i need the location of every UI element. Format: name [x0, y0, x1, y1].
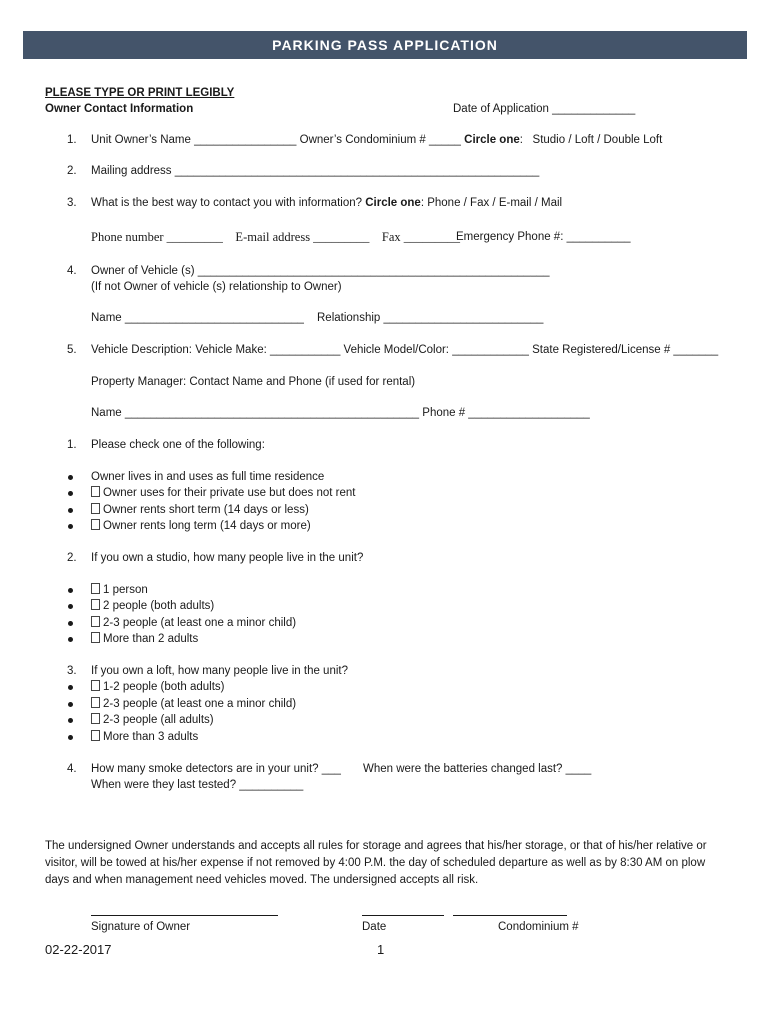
emergency-phone-field[interactable]: Emergency Phone #: __________ — [456, 231, 631, 243]
checkbox[interactable] — [91, 680, 100, 691]
checkbox[interactable] — [91, 616, 100, 627]
option-label: Owner rents short term (14 days or less) — [103, 504, 309, 516]
question-number: 1. — [67, 439, 77, 451]
checkbox[interactable] — [91, 730, 100, 741]
question-number: 4. — [67, 763, 77, 775]
agreement-line-3: days and when management need vehicles moved. The undersigned accepts all risk. — [45, 874, 479, 886]
checkbox[interactable] — [91, 583, 100, 594]
loft-option-2[interactable] — [91, 697, 296, 711]
footer-date: 02-22-2017 — [45, 942, 112, 957]
smoke-detector-count-field[interactable]: How many smoke detectors are in your unit? ___ — [91, 763, 341, 775]
question-text: If you own a studio, how many people live in the unit? — [91, 552, 364, 564]
item-number: 3. — [67, 197, 77, 209]
option-label: 2-3 people (at least one a minor child) — [103, 617, 297, 629]
contact-method-question[interactable] — [91, 196, 562, 210]
checkbox[interactable] — [91, 632, 100, 643]
agreement-line-2: visitor, will be towed at his/her expense if not removed by 4:00 P.M. the day of scheduled departure as well as by 8:30 AM on plow — [45, 857, 706, 869]
contact-method-options: : Phone / Fax / E-mail / Mail — [420, 197, 563, 209]
bullet — [68, 735, 73, 740]
condominium-label: Condominium # — [498, 921, 579, 933]
date-of-application-field[interactable]: Date of Application _____________ — [453, 103, 636, 115]
bullet — [68, 621, 73, 626]
circle-one-label: Circle one — [464, 134, 520, 146]
name-field[interactable]: Name ____________________________ — [91, 312, 304, 324]
date-line[interactable] — [362, 915, 444, 916]
bullet — [68, 702, 73, 707]
item-number: 5. — [67, 344, 77, 356]
property-manager-fields[interactable]: Name ______________________________________________ Phone # ___________________ — [91, 407, 590, 419]
contact-method-text: What is the best way to contact you with information? — [91, 197, 366, 209]
condominium-line[interactable] — [453, 915, 567, 916]
owner-name-text: Unit Owner’s Name ________________ Owner’s Condominium # _____ — [91, 134, 465, 146]
section-heading: Owner Contact Information — [45, 103, 194, 115]
unit-type-options: : Studio / Loft / Double Loft — [519, 134, 663, 146]
option-label: More than 3 adults — [103, 731, 199, 743]
loft-option-4[interactable] — [91, 730, 198, 744]
question-number: 3. — [67, 665, 77, 677]
signature-line[interactable] — [91, 915, 278, 916]
checkbox[interactable] — [91, 697, 100, 708]
mailing-address-field[interactable]: Mailing address _________________________________________________________ — [91, 165, 540, 177]
print-legibly-note: PLEASE TYPE OR PRINT LEGIBLY — [45, 87, 235, 99]
option-label: Owner rents long term (14 days or more) — [103, 520, 311, 532]
bullet — [68, 718, 73, 723]
page-number: 1 — [377, 942, 385, 957]
question-text: Please check one of the following: — [91, 439, 265, 451]
bullet — [68, 491, 73, 496]
question-number: 2. — [67, 552, 77, 564]
loft-option-3[interactable] — [91, 713, 214, 727]
item-number: 1. — [67, 134, 77, 146]
checkbox[interactable] — [91, 713, 100, 724]
question-text: If you own a loft, how many people live in the unit? — [91, 665, 348, 677]
option-private-use[interactable] — [91, 486, 356, 500]
option-label: 2-3 people (at least one a minor child) — [103, 698, 297, 710]
bullet — [68, 685, 73, 690]
owner-name-field[interactable] — [91, 133, 662, 147]
vehicle-owner-note: (If not Owner of vehicle (s) relationship to Owner) — [91, 281, 342, 293]
checkbox[interactable] — [91, 599, 100, 610]
property-manager-label: Property Manager: Contact Name and Phone (if used for rental) — [91, 376, 416, 388]
checkbox[interactable] — [91, 486, 100, 497]
checkbox[interactable] — [91, 519, 100, 530]
signature-label: Signature of Owner — [91, 921, 191, 933]
page-title: PARKING PASS APPLICATION — [23, 31, 747, 59]
circle-one-label: Circle one — [365, 197, 421, 209]
bullet — [68, 588, 73, 593]
option-label: 1-2 people (both adults) — [103, 681, 225, 693]
bullet — [68, 637, 73, 642]
vehicle-description-field[interactable]: Vehicle Description: Vehicle Make: ___________ Vehicle Model/Color: ____________ State Registered/License # _______ — [91, 344, 719, 356]
option-short-term[interactable] — [91, 503, 309, 517]
studio-option-3[interactable] — [91, 616, 296, 630]
batteries-changed-field[interactable]: When were the batteries changed last? ____ — [363, 763, 592, 775]
checkbox[interactable] — [91, 503, 100, 514]
last-tested-field[interactable]: When were they last tested? __________ — [91, 779, 304, 791]
contact-fields[interactable]: Phone number _________ E-mail address _________ Fax _________ — [91, 230, 461, 244]
option-long-term[interactable] — [91, 519, 311, 533]
loft-option-1[interactable] — [91, 680, 224, 694]
item-number: 2. — [67, 165, 77, 177]
option-label: More than 2 adults — [103, 633, 199, 645]
item-number: 4. — [67, 265, 77, 277]
bullet — [68, 475, 73, 480]
studio-option-4[interactable] — [91, 632, 198, 646]
option-label: 1 person — [103, 584, 148, 596]
bullet — [68, 508, 73, 513]
option-label: 2 people (both adults) — [103, 600, 215, 612]
option-label: 2-3 people (all adults) — [103, 714, 214, 726]
option-label: Owner uses for their private use but does not rent — [103, 487, 356, 499]
studio-option-2[interactable] — [91, 599, 214, 613]
option-full-time[interactable]: Owner lives in and uses as full time residence — [91, 471, 325, 483]
studio-option-1[interactable] — [91, 583, 148, 597]
agreement-line-1: The undersigned Owner understands and accepts all rules for storage and agrees that his/her storage, or that of his/her relative or — [45, 840, 707, 852]
bullet — [68, 604, 73, 609]
bullet — [68, 524, 73, 529]
date-label: Date — [362, 921, 387, 933]
relationship-field[interactable]: Relationship _________________________ — [317, 312, 544, 324]
vehicle-owner-field[interactable]: Owner of Vehicle (s) _______________________________________________________ — [91, 265, 550, 277]
